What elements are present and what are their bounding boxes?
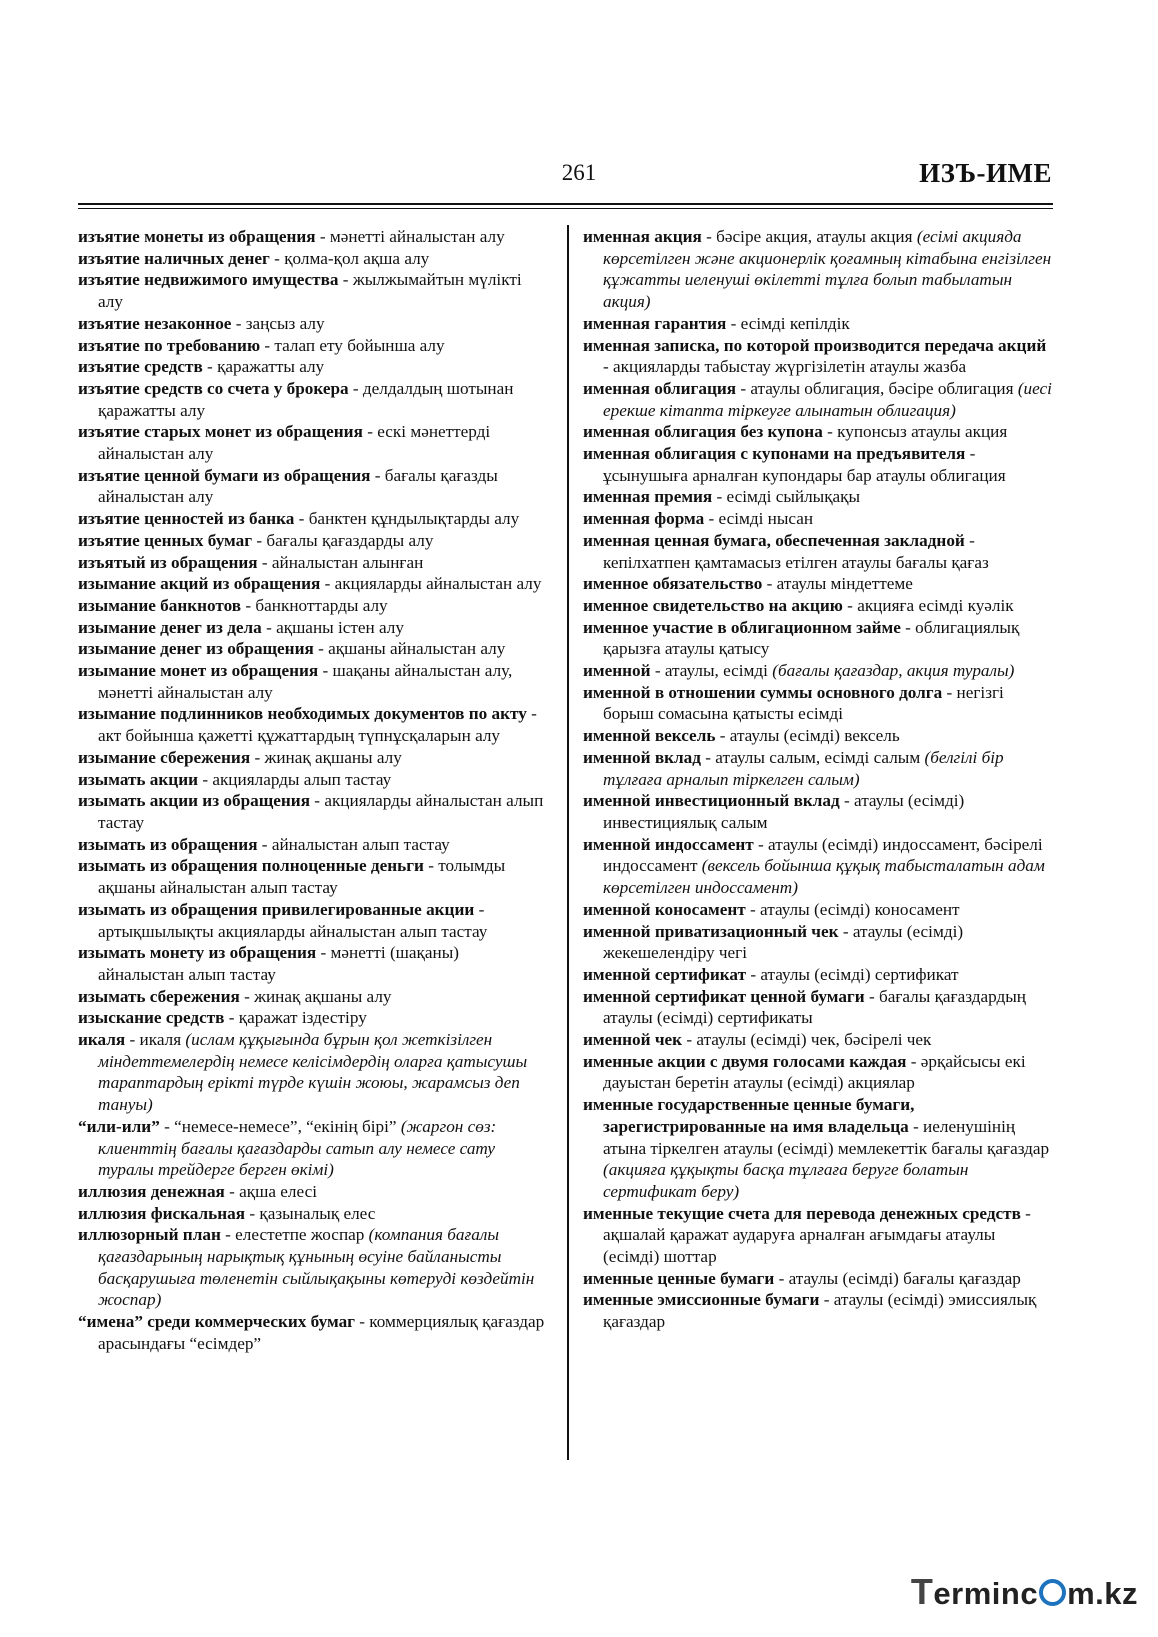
entry-term: изъятие по требованию — [78, 335, 261, 355]
entry-definition: - жылжымайтын мүлікті алу — [98, 270, 522, 312]
left-column — [78, 226, 548, 1355]
entry-term: изымать монету из обращения — [78, 943, 317, 963]
dictionary-entry — [78, 421, 548, 464]
dictionary-entry — [583, 508, 1053, 530]
dictionary-entry — [78, 1311, 548, 1354]
entry-note: (вексель бойынша құқық табысталатын адам көрсетілген индоссамент) — [603, 856, 1045, 898]
entry-note: (белгілі бір тұлғаға арналып тіркелген салым) — [603, 747, 1004, 789]
entry-definition: - мәнетті айналыстан алу — [315, 227, 505, 246]
dictionary-entry — [78, 378, 548, 421]
entry-definition: - толымды ақшаны айналыстан алып тастау — [98, 856, 506, 898]
dictionary-entry — [583, 226, 1053, 313]
entry-term: именная ценная бумага, обеспеченная закладной — [583, 530, 965, 550]
dictionary-entry — [78, 356, 548, 378]
entry-definition: - қаражат іздестіру — [224, 1008, 367, 1028]
dictionary-entry — [583, 790, 1053, 833]
entry-term: изъятие средств со счета у брокера — [78, 378, 349, 398]
dictionary-entry — [583, 899, 1053, 921]
dictionary-entry — [583, 335, 1053, 378]
entry-definition: - атаулы (есімді) сертификат — [746, 964, 959, 984]
entry-definition: - бәсіре акция, атаулы акция — [701, 227, 917, 246]
entry-term: изыскание средств — [78, 1008, 225, 1028]
entry-term: именная премия — [583, 487, 713, 507]
dictionary-entry — [78, 595, 548, 617]
entry-term: именная облигация без купона — [583, 422, 823, 442]
entry-definition: - атаулы (есімді) инвестициялық салым — [603, 791, 965, 832]
entry-definition: - акцияларды табыстау жүргізілетін атаулы жазба — [603, 357, 967, 377]
entry-definition: - банктен құндылықтарды алу — [294, 509, 520, 529]
entry-definition: - елестетпе жоспар — [220, 1225, 369, 1245]
dictionary-entry — [583, 421, 1053, 443]
dictionary-entry — [78, 834, 548, 856]
entry-definition: - артықшылықты акцияларды айналыстан алып тастау — [98, 899, 488, 941]
entry-term: именное свидетельство на акцию — [583, 595, 843, 615]
entry-term: изъятие старых монет из обращения — [78, 422, 363, 442]
entry-term: именной сертификат ценной бумаги — [583, 986, 865, 1006]
column-divider — [567, 225, 569, 1460]
entry-definition: - ақшалай қаражат аударуға арналған ағымдағы атаулы (есімді) шоттар — [603, 1203, 1031, 1267]
dictionary-entry — [583, 1029, 1053, 1051]
dictionary-entry — [78, 986, 548, 1008]
dictionary-entry — [78, 530, 548, 552]
entry-definition: - ақша елесі — [224, 1181, 317, 1201]
dictionary-entry — [78, 638, 548, 660]
dictionary-entry — [78, 1181, 548, 1203]
dictionary-entry — [78, 465, 548, 508]
entry-definition: - атаулы салым, есімді салым — [700, 747, 925, 767]
entry-definition: - ескі мәнеттерді айналыстан алу — [98, 422, 491, 464]
dictionary-entry — [583, 660, 1053, 682]
dictionary-entry — [583, 595, 1053, 617]
entry-definition: - бағалы қағазды айналыстан алу — [98, 465, 498, 507]
entry-term: изымать акции — [78, 769, 199, 789]
entry-term: изымать из обращения привилегированные акции — [78, 899, 475, 919]
entry-term: изъятый из обращения — [78, 552, 258, 572]
entry-definition: - коммерциялық қағаздар арасындағы “есімдер” — [98, 1312, 545, 1353]
running-head: ИЗЪ-ИМЕ — [919, 158, 1052, 188]
entry-definition: - ақшаны айналыстан алу — [313, 639, 506, 659]
entry-definition: - иеленушінің атына тіркелген атаулы (есімді) мемлекеттік бағалы қағаздар — [603, 1116, 1050, 1158]
entry-term: изымание сбережения — [78, 747, 251, 767]
entry-definition: - атаулы (есімді) бағалы қағаздар — [774, 1268, 1021, 1288]
dictionary-entry — [78, 1203, 548, 1225]
entry-definition: - атаулы, есімді — [650, 661, 773, 681]
entry-term: именной чек — [583, 1030, 683, 1050]
entry-definition: - қолма-қол ақша алу — [269, 248, 430, 268]
entry-definition: - есімді кепілдік — [726, 313, 850, 333]
entry-term: изымать из обращения полноценные деньги — [78, 856, 424, 876]
entry-term: именной инвестиционный вклад — [583, 791, 840, 811]
entry-term: именной вклад — [583, 747, 701, 767]
entry-term: икаля — [78, 1030, 126, 1050]
entry-term: изымать из обращения — [78, 834, 258, 854]
dictionary-entry — [78, 769, 548, 791]
entry-definition: - икаля — [125, 1030, 186, 1050]
dictionary-entry — [78, 508, 548, 530]
entry-definition: - акт бойынша қажетті құжаттардың түпнұсқаларын алу — [98, 704, 537, 746]
entry-note: (ислам құқығында бұрын қол жеткізілген міндеттемелердің немесе келісімдердің оларға қатысушы тараптардың ерікті түрде күшін жоюы, жарамсыз деп тануы) — [98, 1030, 528, 1115]
entry-definition: - банкноттарды алу — [241, 595, 388, 615]
dictionary-entry — [583, 530, 1053, 573]
entry-definition: - заңсыз алу — [231, 313, 325, 333]
right-column — [583, 226, 1053, 1333]
entry-definition: - әрқайсысы екі дауыстан беретін атаулы (есімді) акциялар — [603, 1051, 1026, 1093]
entry-term: изымание подлинников необходимых документов по акту — [78, 704, 527, 724]
entry-term: изъятие незаконное — [78, 313, 232, 333]
dictionary-entry — [583, 378, 1053, 421]
dictionary-entry — [78, 226, 548, 248]
entry-term: именной — [583, 661, 651, 681]
entry-definition: - “немесе-немесе”, “екінің бірі” — [159, 1116, 401, 1136]
entry-term: иллюзия фискальная — [78, 1203, 246, 1223]
entry-term: иллюзорный план — [78, 1225, 221, 1245]
termincom-logo: Terminc m.kz — [910, 1571, 1138, 1612]
entry-term: именной вексель — [583, 726, 716, 746]
entry-definition: - есімді сыйлықақы — [712, 487, 861, 507]
entry-definition: - қазыналық елес — [245, 1203, 376, 1223]
entry-term: изымать сбережения — [78, 986, 240, 1006]
dictionary-entry — [78, 1007, 548, 1029]
dictionary-entry — [78, 1116, 548, 1181]
entry-note: (акцияға құқықты басқа тұлғаға беруге болатын сертификат беру) — [603, 1160, 969, 1201]
dictionary-entry — [78, 313, 548, 335]
entry-definition: - атаулы (есімді) индоссамент, бәсірелі индоссамент — [603, 834, 1043, 876]
entry-definition: - бағалы қағаздардың атаулы (есімді) сертификаты — [603, 986, 1026, 1028]
dictionary-entry — [583, 1268, 1053, 1290]
entry-term: именной в отношении суммы основного долга — [583, 682, 943, 702]
entry-definition: - акцияларды алып тастау — [198, 769, 392, 789]
entry-definition: - атаулы (есімді) коносамент — [745, 899, 960, 919]
dictionary-entry — [583, 1289, 1053, 1332]
entry-term: изъятие недвижимого имущества — [78, 270, 339, 290]
entry-definition: - айналыстан алынған — [257, 552, 424, 572]
entry-definition: - акцияларды айналыстан алу — [320, 574, 542, 594]
entry-definition: - қаражатты алу — [202, 357, 325, 377]
entry-term: изъятие ценных бумаг — [78, 530, 253, 550]
entry-term: именной приватизационный чек — [583, 921, 839, 941]
entry-term: изъятие средств — [78, 357, 203, 377]
entry-note: (иесі ерекше кітапта тіркеуге алынатын облигация) — [603, 378, 1052, 420]
entry-term: именное обязательство — [583, 574, 763, 594]
dictionary-entry — [78, 573, 548, 595]
entry-definition: - есімді нысан — [704, 509, 814, 529]
entry-term: именной коносамент — [583, 899, 746, 919]
entry-term: именные эмиссионные бумаги — [583, 1290, 820, 1310]
entry-definition: - облигациялық қарызға атаулы қатысу — [603, 617, 1020, 659]
entry-term: именные государственные ценные бумаги, зарегистрированные на имя владельца — [583, 1095, 915, 1136]
dictionary-entry — [583, 573, 1053, 595]
entry-definition: - атаулы міндеттеме — [762, 574, 913, 594]
dictionary-entry — [78, 1224, 548, 1311]
entry-definition: - талап ету бойынша алу — [260, 335, 445, 355]
page-number: 261 — [561, 160, 597, 185]
entry-term: именная форма — [583, 509, 705, 529]
entry-definition: - акцияға есімді куәлік — [842, 595, 1014, 615]
entry-definition: - мәнетті (шақаны) айналыстан алып тастау — [98, 943, 459, 984]
entry-definition: - жинақ ақшаны алу — [250, 747, 402, 767]
entry-definition: - атаулы (есімді) чек, бәсірелі чек — [682, 1030, 932, 1050]
entry-term: именная облигация с купонами на предъявителя — [583, 444, 966, 464]
entry-term: именная гарантия — [583, 313, 727, 333]
entry-note: (есімі акцияда көрсетілген және акционерлік қоғамның кітабына енгізілген құжатты иеленуші өкілетті тұлға болып табылатын акция) — [603, 227, 1052, 312]
dictionary-entry — [583, 921, 1053, 964]
dictionary-entry — [78, 855, 548, 898]
dictionary-entry — [78, 747, 548, 769]
dictionary-entry — [583, 617, 1053, 660]
dictionary-entry — [78, 899, 548, 942]
entry-term: именные акции с двумя голосами каждая — [583, 1051, 907, 1071]
entry-definition: - бағалы қағаздарды алу — [252, 530, 434, 550]
entry-note: (жаргон сөз: клиенттің бағалы қағаздарды сатып алу немесе сату туралы трейдерге берген өкімі) — [98, 1116, 497, 1180]
dictionary-entry — [583, 486, 1053, 508]
header-rule-thick — [78, 203, 1053, 205]
entry-term: изымание акций из обращения — [78, 574, 321, 594]
entry-term: изъятие наличных денег — [78, 248, 270, 268]
dictionary-entry — [583, 747, 1053, 790]
entry-definition: - атаулы (есімді) вексель — [715, 726, 900, 746]
dictionary-entry — [78, 790, 548, 833]
entry-term: именные текущие счета для перевода денежных средств — [583, 1203, 1021, 1223]
entry-term: именная акция — [583, 227, 702, 246]
dictionary-entry — [583, 986, 1053, 1029]
dictionary-entry — [583, 1094, 1053, 1203]
entry-term: именная записка, по которой производится передача акций — [583, 335, 1047, 355]
dictionary-entry — [583, 834, 1053, 899]
dictionary-entry — [78, 248, 548, 270]
entry-definition: - айналыстан алып тастау — [257, 834, 450, 854]
entry-term: именной индоссамент — [583, 834, 754, 854]
entry-term: “или-или” — [78, 1116, 160, 1136]
entry-definition: - ұсынушыға арналған купондары бар атаулы облигация — [603, 444, 1006, 485]
entry-term: именное участие в облигационном займе — [583, 617, 901, 637]
entry-term: изъятие ценной бумаги из обращения — [78, 465, 371, 485]
dictionary-entry — [583, 682, 1053, 725]
entry-term: изъятие ценностей из банка — [78, 509, 295, 529]
entry-definition: - негізгі борыш сомасына қатысты есімді — [603, 682, 1004, 724]
dictionary-entry — [78, 552, 548, 574]
dictionary-entry — [78, 1029, 548, 1116]
entry-note: (бағалы қағаздар, акция туралы) — [772, 661, 1015, 681]
dictionary-entry — [583, 313, 1053, 335]
entry-definition: - делдалдың шотынан қаражатты алу — [98, 378, 514, 420]
entry-definition: - жинақ ақшаны алу — [239, 986, 392, 1006]
entry-term: “имена” среди коммерческих бумаг — [78, 1312, 355, 1332]
entry-term: изымать акции из обращения — [78, 791, 310, 811]
entry-definition: - кепілхатпен қамтамасыз етілген атаулы бағалы қағаз — [603, 530, 989, 572]
dictionary-entry — [78, 617, 548, 639]
entry-note: (компания бағалы қағаздарының нарықтық құнының өсуіне байланысты басқарушыға төленетін сыйлықақыны көтеруді көздейтін жоспар) — [98, 1225, 535, 1310]
dictionary-entry — [78, 942, 548, 985]
entry-term: иллюзия денежная — [78, 1181, 225, 1201]
entry-term: изымание монет из обращения — [78, 661, 319, 681]
entry-definition: - купонсыз атаулы акция — [822, 422, 1008, 442]
dictionary-entry — [78, 269, 548, 312]
dictionary-entry — [583, 725, 1053, 747]
entry-term: изымание денег из дела — [78, 617, 262, 637]
dictionary-entry — [583, 1203, 1053, 1268]
entry-term: изъятие монеты из обращения — [78, 227, 316, 246]
entry-term: изымание банкнотов — [78, 595, 242, 615]
entry-term: именная облигация — [583, 378, 737, 398]
entry-definition: - шақаны айналыстан алу, мәнетті айналыстан алу — [98, 661, 513, 702]
dictionary-entry — [78, 335, 548, 357]
dictionary-entry — [583, 1051, 1053, 1094]
entry-definition: - атаулы (есімді) жекешелендіру чегі — [603, 921, 964, 963]
entry-term: именные ценные бумаги — [583, 1268, 775, 1288]
entry-definition: - атаулы облигация, бәсіре облигация — [736, 378, 1018, 398]
dictionary-entry — [583, 964, 1053, 986]
dictionary-entry — [78, 703, 548, 746]
dictionary-entry — [78, 660, 548, 703]
header-rule-thin — [78, 208, 1053, 209]
entry-definition: - акцияларды айналыстан алып тастау — [98, 791, 544, 832]
entry-definition: - атаулы (есімді) эмиссиялық қағаздар — [603, 1290, 1037, 1332]
entry-definition: - ақшаны істен алу — [261, 617, 404, 637]
dictionary-entry — [583, 443, 1053, 486]
entry-term: именной сертификат — [583, 964, 747, 984]
entry-term: изымание денег из обращения — [78, 639, 314, 659]
